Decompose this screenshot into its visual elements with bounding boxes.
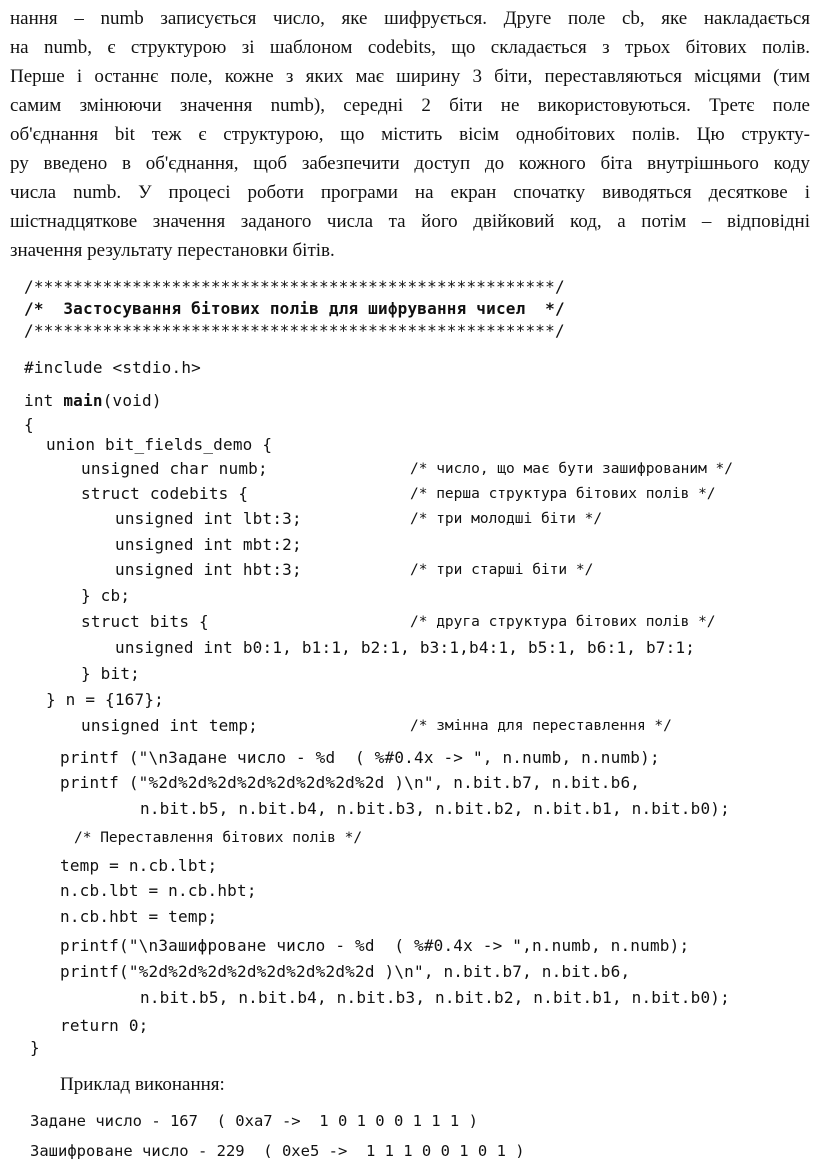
paragraph-line: нання – numb записується число, яке шифрується. Друге поле cb, яке накладається [10, 8, 810, 29]
swap-step-2: n.cb.lbt = n.cb.hbt; [60, 881, 257, 900]
example-heading: Приклад виконання: [60, 1074, 225, 1095]
bits-comment: /* друга структура бітових полів */ [410, 614, 716, 630]
banner-bottom: /*****************************************************/ [24, 321, 565, 340]
bits-fields: unsigned int b0:1, b1:1, b2:1, b3:1,b4:1, b5:1, b6:1, b7:1; [115, 638, 696, 657]
lbt-comment: /* три молодші біти */ [410, 511, 603, 527]
main-type: int [24, 391, 64, 410]
printf-original-bits: printf ("%2d%2d%2d%2d%2d%2d%2d%2d )\n", n.bit.b7, n.bit.b6, [60, 773, 641, 792]
mbt-field: unsigned int mbt:2; [115, 535, 302, 554]
main-signature [24, 390, 162, 412]
paragraph-line: значення результату перестановки бітів. [10, 240, 335, 261]
paragraph-line: ру введено в об'єднання, щоб забезпечити доступ до кожного біта внутрішнього коду [10, 153, 810, 174]
lbt-field: unsigned int lbt:3; [115, 509, 302, 528]
paragraph-line: на numb, є структурою зі шаблоном codebits, що складається з трьох бітових полів. [10, 37, 810, 58]
banner-title: /* Застосування бітових полів для шифрування чисел */ [24, 299, 565, 318]
swap-comment: /* Переставлення бітових полів */ [74, 830, 363, 846]
hbt-field: unsigned int hbt:3; [115, 560, 302, 579]
paragraph-line: Перше і останнє поле, кожне з яких має ширину 3 біти, переставляються місцями (тим [10, 66, 810, 87]
swap-step-3: n.cb.hbt = temp; [60, 907, 218, 926]
cb-close: } cb; [81, 586, 131, 605]
printf-encrypted-bits: printf("%2d%2d%2d%2d%2d%2d%2d%2d )\n", n.bit.b7, n.bit.b6, [60, 962, 631, 981]
return-statement: return 0; [60, 1016, 149, 1035]
paragraph-line: шістнадцяткове значення заданого числа та його двійковий код, а потім – відповідні [10, 211, 810, 232]
printf-original-bits-cont: n.bit.b5, n.bit.b4, n.bit.b3, n.bit.b2, n.bit.b1, n.bit.b0); [140, 799, 730, 818]
union-close: } n = {167}; [46, 690, 164, 709]
example-output-line: Задане число - 167 ( 0xa7 -> 1 0 1 0 0 1 1 1 ) [30, 1112, 478, 1130]
example-output-line: Зашифроване число - 229 ( 0xe5 -> 1 1 1 0 0 1 0 1 ) [30, 1142, 525, 1160]
temp-declaration: unsigned int temp; [81, 716, 258, 735]
numb-comment: /* число, що має бути зашифрованим */ [410, 461, 734, 477]
codebits-comment: /* перша структура бітових полів */ [410, 486, 716, 502]
printf-encrypted-bits-cont: n.bit.b5, n.bit.b4, n.bit.b3, n.bit.b2, n.bit.b1, n.bit.b0); [140, 988, 730, 1007]
printf-original: printf ("\nЗадане число - %d ( %#0.4x -> ", n.numb, n.numb); [60, 748, 660, 767]
codebits-declaration: struct codebits { [81, 484, 249, 503]
bit-close: } bit; [81, 664, 140, 683]
include-directive: #include <stdio.h> [24, 358, 201, 377]
numb-declaration: unsigned char numb; [81, 459, 268, 478]
swap-step-1: temp = n.cb.lbt; [60, 856, 218, 875]
printf-encrypted: printf("\nЗашифроване число - %d ( %#0.4x -> ",n.numb, n.numb); [60, 936, 690, 955]
bits-declaration: struct bits { [81, 612, 209, 631]
union-declaration: union bit_fields_demo { [46, 435, 273, 454]
temp-comment: /* змінна для переставлення */ [410, 718, 672, 734]
paragraph-line: об'єднання bit теж є структурою, що містить вісім однобітових полів. Цю структу- [10, 124, 810, 145]
main-name: main [63, 391, 103, 410]
open-brace: { [24, 415, 34, 434]
close-brace: } [30, 1038, 40, 1057]
paragraph-line: самим змінюючи значення numb), середні 2 біти не використовуються. Третє поле [10, 95, 810, 116]
hbt-comment: /* три старші біти */ [410, 562, 594, 578]
banner-top: /*****************************************************/ [24, 277, 565, 296]
main-args: (void) [102, 391, 162, 410]
paragraph-line: числа numb. У процесі роботи програми на екран спочатку виводяться десяткове і [10, 182, 810, 203]
